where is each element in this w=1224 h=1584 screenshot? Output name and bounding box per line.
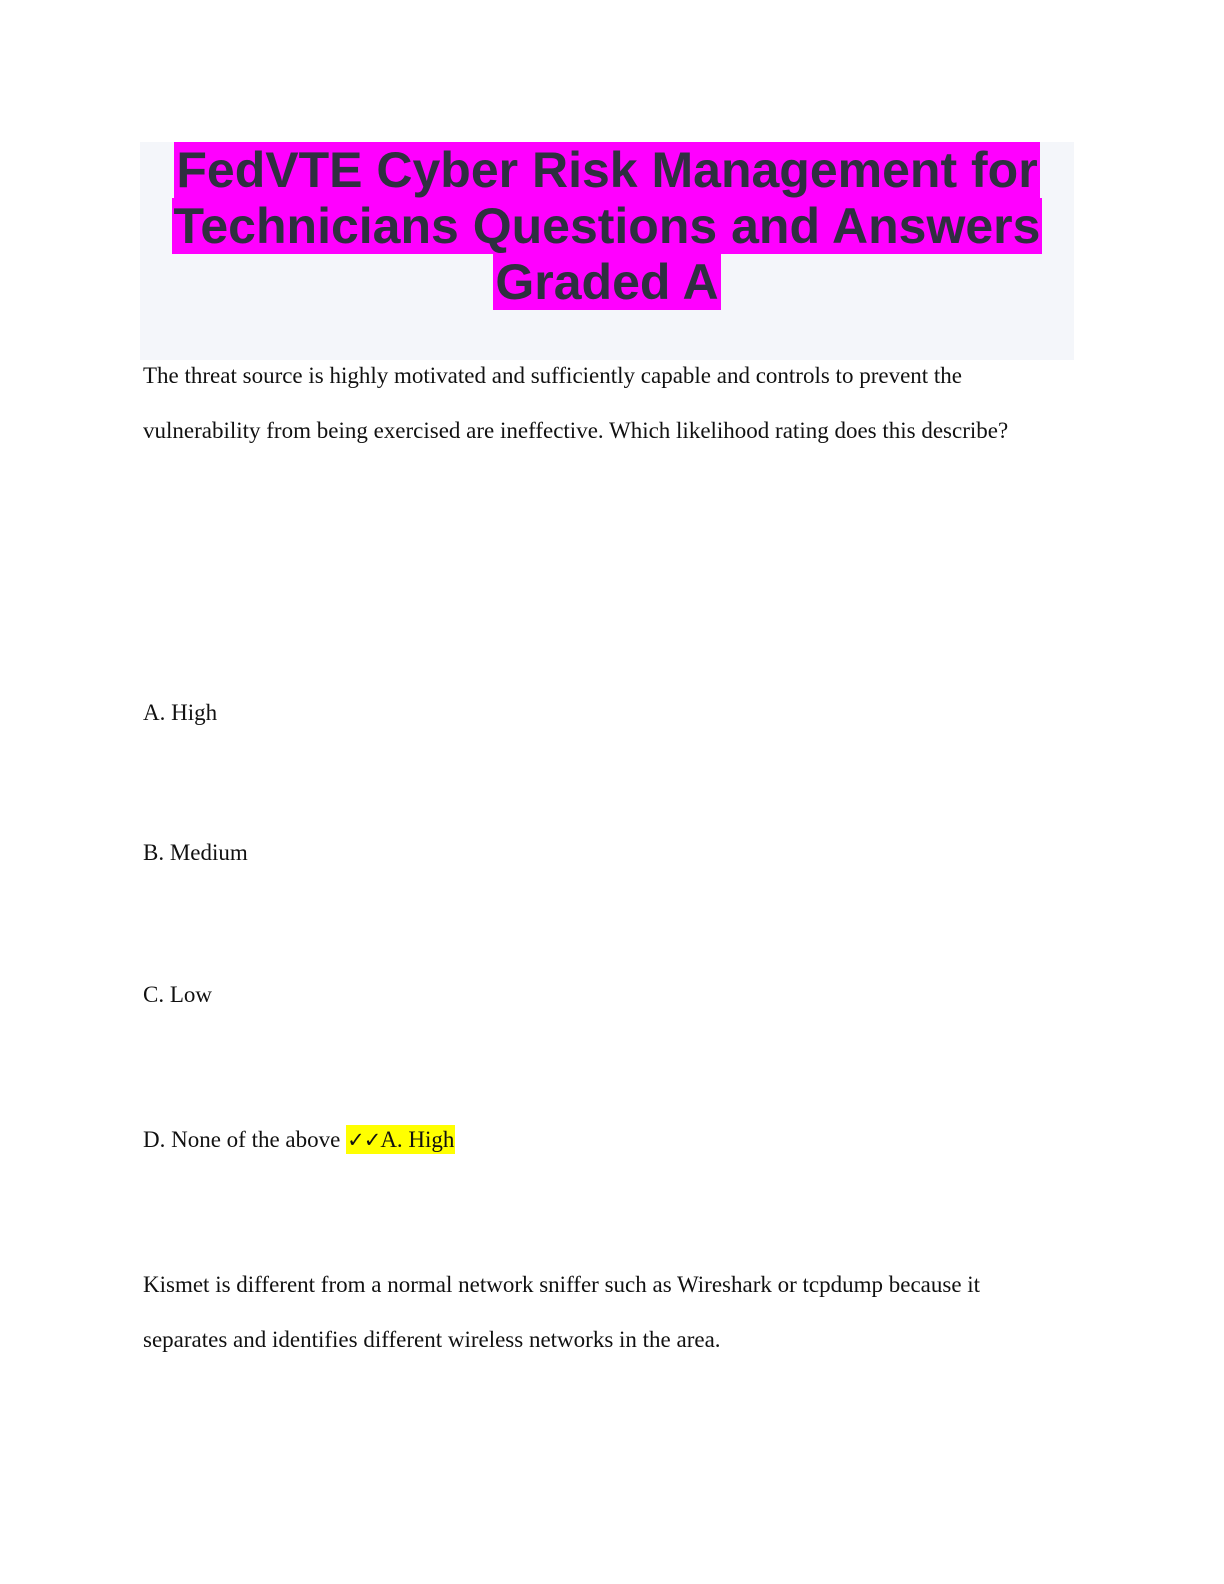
document-title	[140, 142, 1074, 310]
title-line-2: Technicians Questions and Answers	[173, 198, 1041, 254]
option-d-label: D. None of the above	[143, 1127, 341, 1152]
option-c: C. Low	[143, 982, 212, 1007]
correct-answer-text: A. High	[380, 1127, 455, 1152]
title-band	[140, 142, 1074, 360]
correct-answer	[346, 1125, 455, 1154]
title-line-1: FedVTE Cyber Risk Management for	[176, 142, 1038, 198]
title-line-3: Graded A	[495, 254, 719, 310]
option-d	[143, 1125, 455, 1155]
option-a: A. High	[143, 700, 218, 725]
option-b: B. Medium	[143, 840, 248, 865]
double-check-icon: ✓✓	[347, 1128, 381, 1152]
question-1-text: The threat source is highly motivated and sufficiently capable and controls to prevent the vulnerability from being exercised are ineffective. Which likelihood rating does this describe?	[143, 363, 1009, 443]
question-2-text: Kismet is different from a normal network sniffer such as Wireshark or tcpdump because it separates and identifies different wireless networks in the area.	[143, 1272, 981, 1352]
